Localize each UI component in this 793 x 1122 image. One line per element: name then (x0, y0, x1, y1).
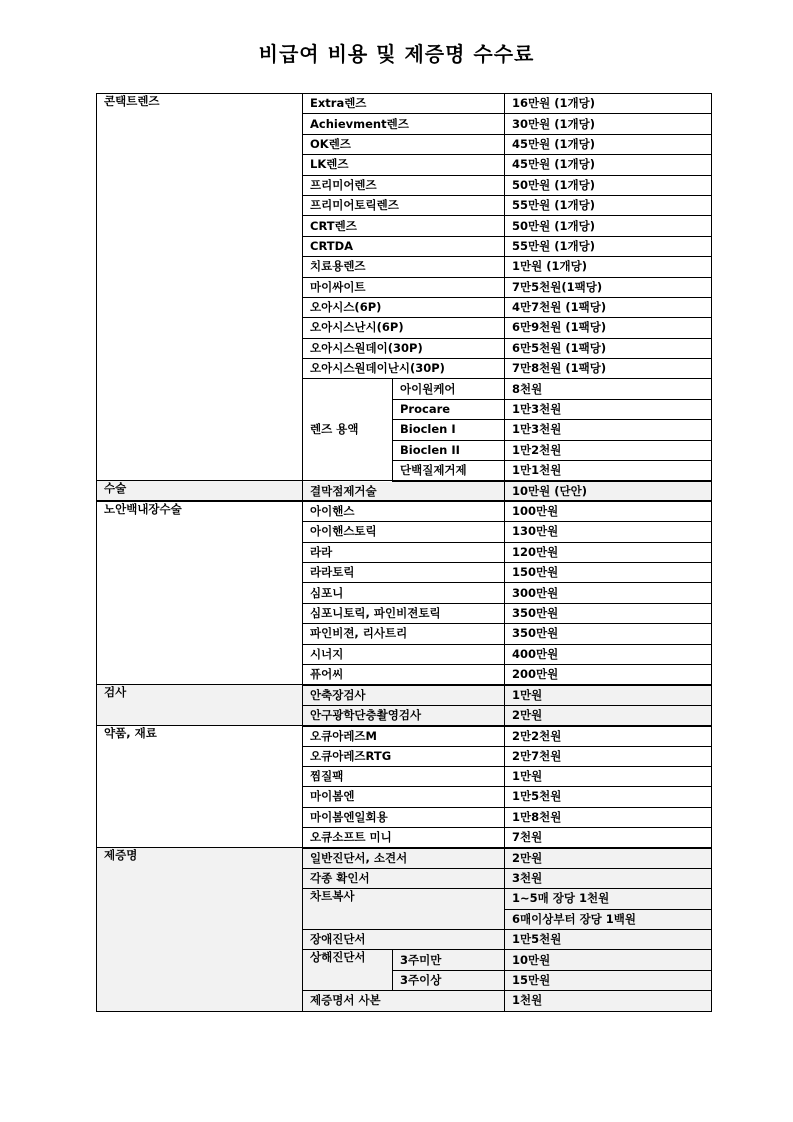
item-name: 심포니 (303, 583, 505, 603)
item-price: 2만2천원 (505, 726, 712, 746)
item-name: 단백질제거제 (393, 461, 505, 481)
item-name: CRTDA (303, 236, 505, 256)
item-sub-name: 3주이상 (393, 970, 505, 990)
item-name: Procare (393, 399, 505, 419)
item-price: 100만원 (505, 501, 712, 521)
item-name: 오큐아레즈RTG (303, 746, 505, 766)
item-name: Bioclen I (393, 420, 505, 440)
item-name: OK렌즈 (303, 134, 505, 154)
item-price: 400만원 (505, 644, 712, 664)
item-price: 3천원 (505, 868, 712, 888)
page-title: 비급여 비용 및 제증명 수수료 (258, 42, 535, 66)
item-name: 마이싸이트 (303, 277, 505, 297)
item-name: 오아시스(6P) (303, 297, 505, 317)
item-name: Extra렌즈 (303, 94, 505, 114)
category-drugs: 약품, 재료 (97, 726, 303, 848)
item-price: 7천원 (505, 828, 712, 848)
item-name: 오큐아레즈M (303, 726, 505, 746)
item-name: 차트복사 (303, 889, 505, 930)
item-name: 라라 (303, 542, 505, 562)
item-price: 1~5매 장당 1천원 (505, 889, 712, 909)
item-price: 30만원 (1개당) (505, 114, 712, 134)
item-price: 7만8천원 (1팩당) (505, 359, 712, 379)
item-price: 45만원 (1개당) (505, 134, 712, 154)
table-row (97, 848, 712, 868)
item-name: 장애진단서 (303, 930, 505, 950)
table-row (97, 481, 712, 501)
item-name: 프리미어렌즈 (303, 175, 505, 195)
item-name: Achievment렌즈 (303, 114, 505, 134)
item-price: 16만원 (1개당) (505, 94, 712, 114)
category-certificate: 제증명 (97, 848, 303, 1011)
item-price: 6만9천원 (1팩당) (505, 318, 712, 338)
item-price: 55만원 (1개당) (505, 236, 712, 256)
item-name: 프리미어토릭렌즈 (303, 195, 505, 215)
item-name: 제증명서 사본 (303, 991, 505, 1011)
category-contact-lens: 콘택트렌즈 (97, 94, 303, 481)
item-price: 1만원 (505, 685, 712, 705)
table-row (97, 501, 712, 521)
item-price: 10만원 (단안) (505, 481, 712, 501)
item-price: 130만원 (505, 522, 712, 542)
item-price: 1만2천원 (505, 440, 712, 460)
item-name: 일반진단서, 소견서 (303, 848, 505, 868)
item-price: 1만5천원 (505, 930, 712, 950)
item-name: 마이봄엔 (303, 787, 505, 807)
item-name: 라라토릭 (303, 562, 505, 582)
item-price: 150만원 (505, 562, 712, 582)
item-price: 1만3천원 (505, 399, 712, 419)
item-price: 8천원 (505, 379, 712, 399)
item-price: 2만원 (505, 848, 712, 868)
item-price: 1만5천원 (505, 787, 712, 807)
category-cataract: 노안백내장수술 (97, 501, 303, 685)
item-price: 45만원 (1개당) (505, 155, 712, 175)
item-name: 시너지 (303, 644, 505, 664)
item-name: 상해진단서 (303, 950, 393, 991)
item-name: 심포니토릭, 파인비젼토릭 (303, 603, 505, 623)
item-sub-name: 3주미만 (393, 950, 505, 970)
item-price: 10만원 (505, 950, 712, 970)
item-name: Bioclen II (393, 440, 505, 460)
table-row (97, 94, 712, 114)
category-surgery: 수술 (97, 481, 303, 501)
item-price: 200만원 (505, 664, 712, 684)
item-name: 오아시스난시(6P) (303, 318, 505, 338)
item-price: 50만원 (1개당) (505, 175, 712, 195)
item-name: 아이핸스토릭 (303, 522, 505, 542)
item-price: 1천원 (505, 991, 712, 1011)
fee-table (96, 93, 712, 1012)
item-name: 각종 확인서 (303, 868, 505, 888)
item-name: 안구광학단층촬영검사 (303, 705, 505, 725)
item-price: 1만원 (505, 766, 712, 786)
item-price: 1만8천원 (505, 807, 712, 827)
item-price: 1만1천원 (505, 461, 712, 481)
category-exam: 검사 (97, 685, 303, 726)
item-price: 350만원 (505, 603, 712, 623)
item-price: 7만5천원(1팩당) (505, 277, 712, 297)
lens-solution-label: 렌즈 용액 (303, 379, 393, 481)
table-row (97, 685, 712, 705)
item-price: 2만원 (505, 705, 712, 725)
item-price: 350만원 (505, 624, 712, 644)
item-name: 아이핸스 (303, 501, 505, 521)
item-name: 아이원케어 (393, 379, 505, 399)
item-name: 오아시스원데이(30P) (303, 338, 505, 358)
item-name: 마이봄엔일회용 (303, 807, 505, 827)
item-name: 안축장검사 (303, 685, 505, 705)
item-price: 4만7천원 (1팩당) (505, 297, 712, 317)
item-price: 6매이상부터 장당 1백원 (505, 909, 712, 929)
item-price: 6만5천원 (1팩당) (505, 338, 712, 358)
item-name: 결막점제거술 (303, 481, 505, 501)
item-name: 오아시스원데이난시(30P) (303, 359, 505, 379)
item-name: LK렌즈 (303, 155, 505, 175)
item-price: 1만원 (1개당) (505, 257, 712, 277)
item-name: 파인비젼, 리사트리 (303, 624, 505, 644)
item-name: 찜질팩 (303, 766, 505, 786)
item-name: 퓨어씨 (303, 664, 505, 684)
item-name: 치료용렌즈 (303, 257, 505, 277)
item-price: 2만7천원 (505, 746, 712, 766)
item-name: 오큐소프트 미니 (303, 828, 505, 848)
item-price: 1만3천원 (505, 420, 712, 440)
table-row (97, 726, 712, 746)
item-price: 15만원 (505, 970, 712, 990)
item-price: 50만원 (1개당) (505, 216, 712, 236)
item-price: 300만원 (505, 583, 712, 603)
item-name: CRT렌즈 (303, 216, 505, 236)
item-price: 120만원 (505, 542, 712, 562)
item-price: 55만원 (1개당) (505, 195, 712, 215)
